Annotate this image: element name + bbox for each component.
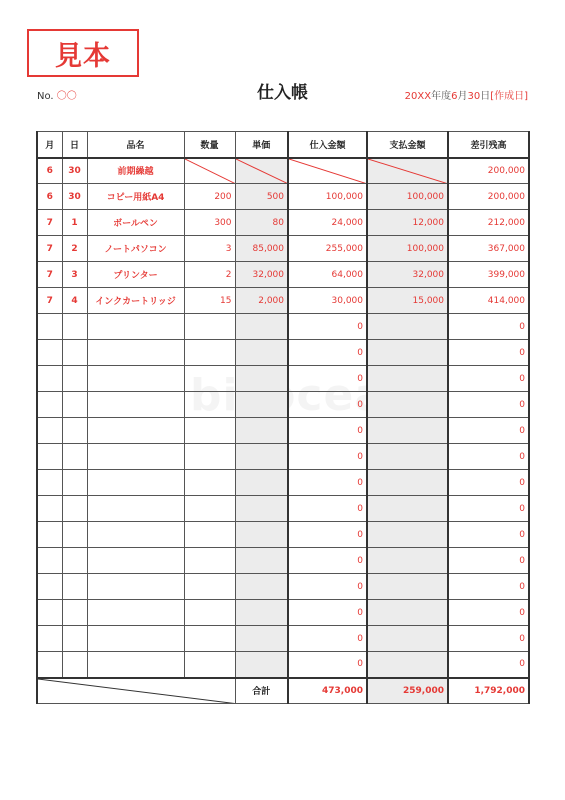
row-purchase-amount <box>288 158 367 184</box>
row-unit-price <box>235 600 288 626</box>
row-item-name <box>87 600 184 626</box>
row-purchase-amount: 24,000 <box>288 210 367 236</box>
row-unit-price <box>235 652 288 678</box>
row-month <box>37 340 62 366</box>
row-purchase-amount: 100,000 <box>288 184 367 210</box>
row-month <box>37 496 62 522</box>
row-payment-amount <box>367 392 448 418</box>
row-day <box>62 626 87 652</box>
row-balance: 0 <box>448 522 529 548</box>
row-unit-price <box>235 444 288 470</box>
header-item-name: 品名 <box>87 132 184 158</box>
row-payment-amount: 12,000 <box>367 210 448 236</box>
row-month <box>37 444 62 470</box>
creation-date <box>405 87 528 102</box>
row-month <box>37 626 62 652</box>
row-quantity <box>184 314 235 340</box>
row-unit-price <box>235 158 288 184</box>
table-row <box>37 210 529 236</box>
row-item-name: ノートパソコン <box>87 236 184 262</box>
table-row <box>37 470 529 496</box>
total-balance: 1,792,000 <box>448 678 529 704</box>
totals-row <box>37 678 529 704</box>
doc-no-value: 〇〇 <box>56 91 77 102</box>
totals-label: 合計 <box>235 678 288 704</box>
row-balance: 0 <box>448 548 529 574</box>
row-day <box>62 314 87 340</box>
row-payment-amount <box>367 158 448 184</box>
row-month: 7 <box>37 262 62 288</box>
row-day <box>62 418 87 444</box>
row-purchase-amount: 0 <box>288 600 367 626</box>
row-payment-amount: 100,000 <box>367 184 448 210</box>
row-item-name: ボールペン <box>87 210 184 236</box>
row-item-name <box>87 496 184 522</box>
row-quantity <box>184 600 235 626</box>
date-year: 20XX <box>404 91 432 102</box>
row-quantity <box>184 496 235 522</box>
row-day: 4 <box>62 288 87 314</box>
row-balance: 212,000 <box>448 210 529 236</box>
diagonal-red-line <box>368 159 447 184</box>
row-quantity: 200 <box>184 184 235 210</box>
row-purchase-amount: 0 <box>288 496 367 522</box>
row-payment-amount <box>367 652 448 678</box>
row-balance: 367,000 <box>448 236 529 262</box>
row-quantity: 2 <box>184 262 235 288</box>
purchase-ledger-table <box>36 131 530 704</box>
table-row <box>37 574 529 600</box>
row-item-name <box>87 574 184 600</box>
row-month: 7 <box>37 236 62 262</box>
row-month <box>37 366 62 392</box>
row-purchase-amount: 0 <box>288 392 367 418</box>
row-purchase-amount: 0 <box>288 574 367 600</box>
row-item-name: コピー用紙A4 <box>87 184 184 210</box>
row-purchase-amount: 30,000 <box>288 288 367 314</box>
row-item-name <box>87 522 184 548</box>
header-balance: 差引残高 <box>448 132 529 158</box>
row-purchase-amount: 0 <box>288 314 367 340</box>
row-day: 30 <box>62 184 87 210</box>
diagonal-red-line <box>236 159 288 184</box>
row-quantity <box>184 470 235 496</box>
row-month <box>37 574 62 600</box>
row-item-name <box>87 626 184 652</box>
diagonal-line <box>38 679 235 704</box>
row-payment-amount <box>367 314 448 340</box>
row-unit-price <box>235 548 288 574</box>
row-month <box>37 548 62 574</box>
table-row <box>37 366 529 392</box>
row-day <box>62 522 87 548</box>
header-row <box>37 132 529 158</box>
row-payment-amount <box>367 470 448 496</box>
row-payment-amount <box>367 496 448 522</box>
row-quantity: 3 <box>184 236 235 262</box>
table-row <box>37 418 529 444</box>
totals-blank-cell <box>37 678 235 704</box>
table-row <box>37 288 529 314</box>
row-balance: 414,000 <box>448 288 529 314</box>
row-day: 3 <box>62 262 87 288</box>
total-payment: 259,000 <box>367 678 448 704</box>
header-unit-price: 単価 <box>235 132 288 158</box>
row-quantity <box>184 652 235 678</box>
row-quantity <box>184 158 235 184</box>
row-balance: 0 <box>448 392 529 418</box>
row-item-name: プリンター <box>87 262 184 288</box>
row-purchase-amount: 0 <box>288 418 367 444</box>
row-month <box>37 418 62 444</box>
row-quantity <box>184 418 235 444</box>
row-balance: 0 <box>448 470 529 496</box>
row-quantity: 300 <box>184 210 235 236</box>
table-row <box>37 548 529 574</box>
row-day <box>62 470 87 496</box>
row-payment-amount <box>367 626 448 652</box>
row-day <box>62 548 87 574</box>
row-quantity <box>184 522 235 548</box>
page-title: 仕入帳 <box>257 83 308 103</box>
table-row <box>37 340 529 366</box>
row-item-name: 前期繰越 <box>87 158 184 184</box>
row-day <box>62 652 87 678</box>
table-row <box>37 184 529 210</box>
header-payment-amount: 支払金額 <box>367 132 448 158</box>
row-month <box>37 522 62 548</box>
row-balance: 200,000 <box>448 158 529 184</box>
date-month-unit: 月 <box>457 91 468 102</box>
row-quantity: 15 <box>184 288 235 314</box>
row-month <box>37 314 62 340</box>
row-payment-amount <box>367 522 448 548</box>
row-month <box>37 600 62 626</box>
row-item-name <box>87 314 184 340</box>
row-balance: 0 <box>448 340 529 366</box>
table-row <box>37 496 529 522</box>
row-unit-price <box>235 522 288 548</box>
row-unit-price <box>235 314 288 340</box>
date-month: 6 <box>451 91 458 102</box>
row-quantity <box>184 548 235 574</box>
row-quantity <box>184 366 235 392</box>
row-item-name <box>87 340 184 366</box>
row-purchase-amount: 0 <box>288 470 367 496</box>
table-row <box>37 626 529 652</box>
row-payment-amount <box>367 340 448 366</box>
row-item-name <box>87 652 184 678</box>
row-unit-price <box>235 470 288 496</box>
table-row <box>37 236 529 262</box>
row-unit-price: 2,000 <box>235 288 288 314</box>
row-payment-amount: 32,000 <box>367 262 448 288</box>
row-month <box>37 470 62 496</box>
row-item-name <box>87 366 184 392</box>
row-purchase-amount: 0 <box>288 548 367 574</box>
row-balance: 0 <box>448 574 529 600</box>
row-month <box>37 652 62 678</box>
row-day <box>62 366 87 392</box>
table-row <box>37 522 529 548</box>
row-day: 2 <box>62 236 87 262</box>
diagonal-red-line <box>289 159 366 184</box>
row-balance: 200,000 <box>448 184 529 210</box>
row-unit-price: 85,000 <box>235 236 288 262</box>
row-unit-price <box>235 366 288 392</box>
row-purchase-amount: 0 <box>288 652 367 678</box>
row-balance: 0 <box>448 314 529 340</box>
table-row <box>37 444 529 470</box>
table-row <box>37 314 529 340</box>
table-row <box>37 158 529 184</box>
row-unit-price <box>235 418 288 444</box>
row-day <box>62 340 87 366</box>
row-balance: 0 <box>448 496 529 522</box>
row-month <box>37 392 62 418</box>
row-payment-amount <box>367 366 448 392</box>
row-balance: 0 <box>448 366 529 392</box>
table-row <box>37 652 529 678</box>
row-unit-price <box>235 626 288 652</box>
row-day <box>62 574 87 600</box>
row-unit-price <box>235 392 288 418</box>
row-quantity <box>184 340 235 366</box>
date-label: [作成日] <box>490 91 528 102</box>
row-balance: 0 <box>448 626 529 652</box>
header-day: 日 <box>62 132 87 158</box>
row-payment-amount: 15,000 <box>367 288 448 314</box>
row-day: 30 <box>62 158 87 184</box>
row-purchase-amount: 255,000 <box>288 236 367 262</box>
row-month: 6 <box>37 158 62 184</box>
row-payment-amount <box>367 418 448 444</box>
row-balance: 0 <box>448 600 529 626</box>
row-balance: 0 <box>448 418 529 444</box>
diagonal-red-line <box>185 159 235 184</box>
row-day <box>62 392 87 418</box>
total-purchase: 473,000 <box>288 678 367 704</box>
row-purchase-amount: 64,000 <box>288 262 367 288</box>
row-day <box>62 496 87 522</box>
row-quantity <box>184 392 235 418</box>
row-purchase-amount: 0 <box>288 340 367 366</box>
row-item-name <box>87 392 184 418</box>
row-balance: 0 <box>448 652 529 678</box>
sample-stamp: 見本 <box>27 29 139 77</box>
row-item-name: インクカートリッジ <box>87 288 184 314</box>
table-row <box>37 392 529 418</box>
row-unit-price: 80 <box>235 210 288 236</box>
row-quantity <box>184 574 235 600</box>
header-month: 月 <box>37 132 62 158</box>
row-payment-amount <box>367 574 448 600</box>
row-item-name <box>87 548 184 574</box>
row-day <box>62 600 87 626</box>
row-day <box>62 444 87 470</box>
row-unit-price: 32,000 <box>235 262 288 288</box>
header-purchase-amount: 仕入金額 <box>288 132 367 158</box>
row-item-name <box>87 444 184 470</box>
row-item-name <box>87 470 184 496</box>
row-month: 7 <box>37 210 62 236</box>
row-unit-price <box>235 574 288 600</box>
row-unit-price: 500 <box>235 184 288 210</box>
row-payment-amount: 100,000 <box>367 236 448 262</box>
row-balance: 0 <box>448 444 529 470</box>
date-day: 30 <box>467 91 481 102</box>
date-day-unit: 日 <box>480 91 491 102</box>
row-purchase-amount: 0 <box>288 444 367 470</box>
table-row <box>37 262 529 288</box>
doc-no-label: No. <box>37 91 54 102</box>
header-quantity: 数量 <box>184 132 235 158</box>
row-unit-price <box>235 340 288 366</box>
row-unit-price <box>235 496 288 522</box>
row-day: 1 <box>62 210 87 236</box>
row-balance: 399,000 <box>448 262 529 288</box>
row-purchase-amount: 0 <box>288 626 367 652</box>
row-purchase-amount: 0 <box>288 522 367 548</box>
row-quantity <box>184 444 235 470</box>
row-purchase-amount: 0 <box>288 366 367 392</box>
date-year-unit: 年度 <box>431 91 452 102</box>
row-payment-amount <box>367 548 448 574</box>
row-payment-amount <box>367 600 448 626</box>
row-month: 6 <box>37 184 62 210</box>
table-row <box>37 600 529 626</box>
row-item-name <box>87 418 184 444</box>
row-quantity <box>184 626 235 652</box>
row-month: 7 <box>37 288 62 314</box>
row-payment-amount <box>367 444 448 470</box>
